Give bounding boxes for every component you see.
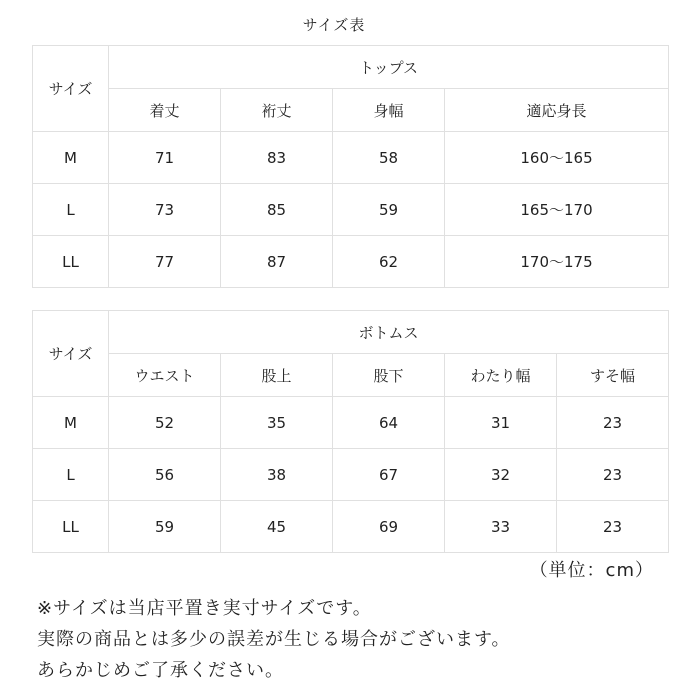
column-header: 股下 [333, 354, 445, 397]
table-cell: 59 [109, 501, 221, 553]
table-cell: 62 [333, 236, 445, 288]
size-header: サイズ [33, 46, 109, 132]
column-header: 股上 [221, 354, 333, 397]
column-header: わたり幅 [445, 354, 557, 397]
table-cell: 165～170 [445, 184, 669, 236]
note-line: あらかじめご了承ください。 [37, 660, 284, 681]
size-label: M [33, 397, 109, 449]
table-cell: 38 [221, 449, 333, 501]
table-cell: 31 [445, 397, 557, 449]
table-cell: 77 [109, 236, 221, 288]
table-row [33, 184, 669, 236]
table-cell: 23 [557, 397, 669, 449]
table-cell: 83 [221, 132, 333, 184]
table-cell: 59 [333, 184, 445, 236]
table-row [33, 236, 669, 288]
table-cell: 67 [333, 449, 445, 501]
size-header: サイズ [33, 311, 109, 397]
unit-note: （単位：cm） [529, 560, 654, 581]
note-line: 実際の商品とは多少の誤差が生じる場合がございます。 [37, 629, 511, 650]
table-cell: 32 [445, 449, 557, 501]
column-header: 裄丈 [221, 89, 333, 132]
table-cell: 85 [221, 184, 333, 236]
table-cell: 35 [221, 397, 333, 449]
table-row [33, 501, 669, 553]
table-cell: 87 [221, 236, 333, 288]
table-cell: 58 [333, 132, 445, 184]
size-label: M [33, 132, 109, 184]
bottoms-size-table [32, 310, 669, 553]
table-cell: 33 [445, 501, 557, 553]
column-header: すそ幅 [557, 354, 669, 397]
table-cell: 23 [557, 449, 669, 501]
table-cell: 52 [109, 397, 221, 449]
table-cell: 71 [109, 132, 221, 184]
table-row [33, 449, 669, 501]
notes-block [37, 593, 511, 686]
size-label: LL [33, 501, 109, 553]
page-title: サイズ表 [302, 16, 366, 34]
table-cell: 73 [109, 184, 221, 236]
size-label: L [33, 449, 109, 501]
bottoms-group-header: ボトムス [109, 311, 669, 354]
table-cell: 23 [557, 501, 669, 553]
tops-group-header: トップス [109, 46, 669, 89]
table-cell: 56 [109, 449, 221, 501]
table-row [33, 397, 669, 449]
table-cell: 170～175 [445, 236, 669, 288]
table-cell: 160～165 [445, 132, 669, 184]
column-header: 適応身長 [445, 89, 669, 132]
column-header: 身幅 [333, 89, 445, 132]
table-cell: 45 [221, 501, 333, 553]
size-label: L [33, 184, 109, 236]
tops-size-table [32, 45, 669, 288]
column-header: ウエスト [109, 354, 221, 397]
table-cell: 69 [333, 501, 445, 553]
note-line: ※サイズは当店平置き実寸サイズです。 [37, 598, 372, 619]
size-label: LL [33, 236, 109, 288]
table-cell: 64 [333, 397, 445, 449]
table-row [33, 132, 669, 184]
column-header: 着丈 [109, 89, 221, 132]
